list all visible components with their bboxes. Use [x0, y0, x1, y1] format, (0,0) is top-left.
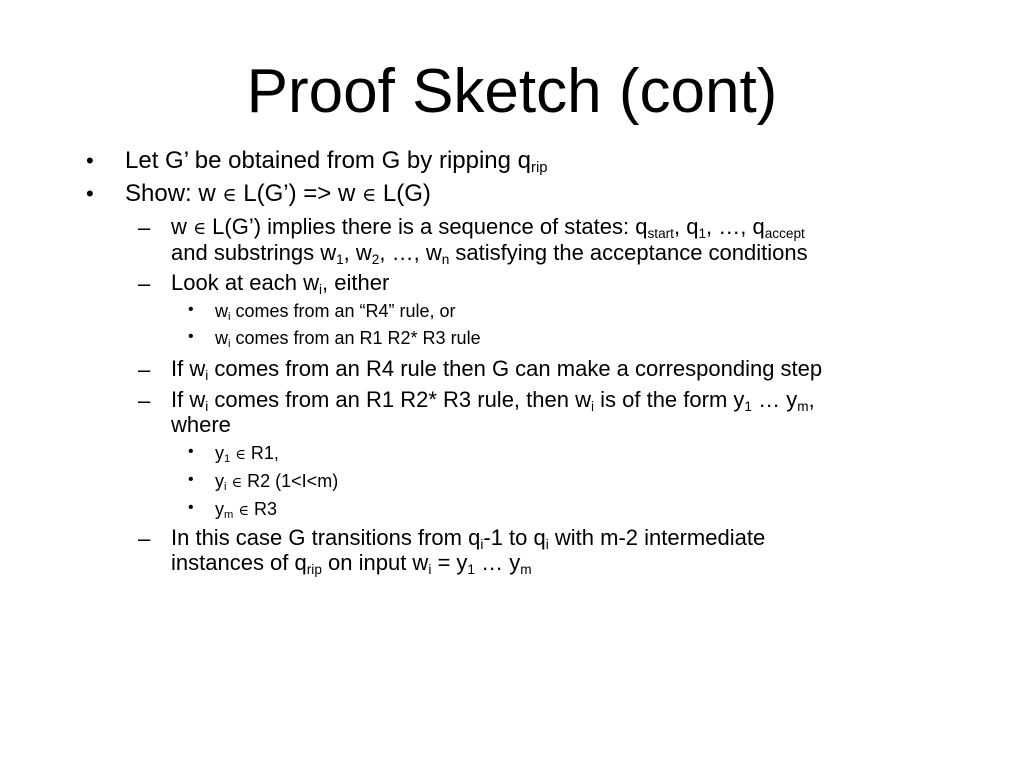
- bullet-let-g-prime: Let G’ be obtained from G by ripping $q_{rip}$: [125, 147, 548, 177]
- subbullet-sequence-of-states: w ∈ L(G’) implies there is a sequence of states: $q_{start}$, $q_1$, …, $q_{accept}$: [171, 214, 805, 241]
- subbullet-transitions-continued: instances of $q_{rip}$ on input $w_i = y_1$ … $y_m$: [171, 550, 532, 577]
- bullet-marker: •: [188, 328, 194, 345]
- subbullet-r1-r2-r3-form: If $w_i$ comes from an R1 R2* R3 rule, then $w_i$ is of the form $y_1$ … $y_m$,: [171, 387, 815, 414]
- dash-marker: –: [138, 388, 151, 413]
- dash-marker: –: [138, 215, 151, 240]
- element-of-symbol: ∈: [222, 183, 237, 206]
- subsubbullet-y1: $y_1$ ∈ R1,: [215, 443, 279, 466]
- subbullet-where: where: [171, 412, 231, 437]
- bullet-marker: •: [188, 443, 194, 460]
- bullet-marker: •: [188, 499, 194, 516]
- bullet-show: Show: w ∈ L(G’) => w ∈ L(G): [125, 180, 431, 207]
- subbullet-transitions: In this case G transitions from $q_i-1$ to $q_i$ with m-2 intermediate: [171, 525, 766, 552]
- bullet-marker: •: [188, 471, 194, 488]
- bullet-marker: •: [86, 181, 94, 206]
- dash-marker: –: [138, 526, 151, 551]
- bullet-marker: •: [188, 301, 194, 318]
- subsubbullet-ym: $y_m$ ∈ R3: [215, 499, 277, 522]
- subsubbullet-r1-r2-r3-rule: $w_i$ comes from an R1 R2* R3 rule: [215, 328, 481, 351]
- dash-marker: –: [138, 357, 151, 382]
- element-of-symbol: ∈: [361, 183, 377, 206]
- dash-marker: –: [138, 271, 151, 296]
- subbullet-look-at-each: Look at each $w_i$, either: [171, 270, 390, 297]
- bullet-marker: •: [86, 148, 94, 173]
- subbullet-r4-step: If $w_i$ comes from an R4 rule then G can make a corresponding step: [171, 356, 823, 383]
- subbullet-substrings-continued: and substrings $w_1$, $w_2$, …, $w_n$ satisfying the acceptance conditions: [171, 240, 808, 267]
- slide-title: Proof Sketch (cont): [246, 57, 778, 126]
- subsubbullet-yi: $y_i$ ∈ R2 (1<I<m): [215, 471, 339, 494]
- subsubbullet-r4-rule: $w_i$ comes from an “R4” rule, or: [215, 301, 456, 324]
